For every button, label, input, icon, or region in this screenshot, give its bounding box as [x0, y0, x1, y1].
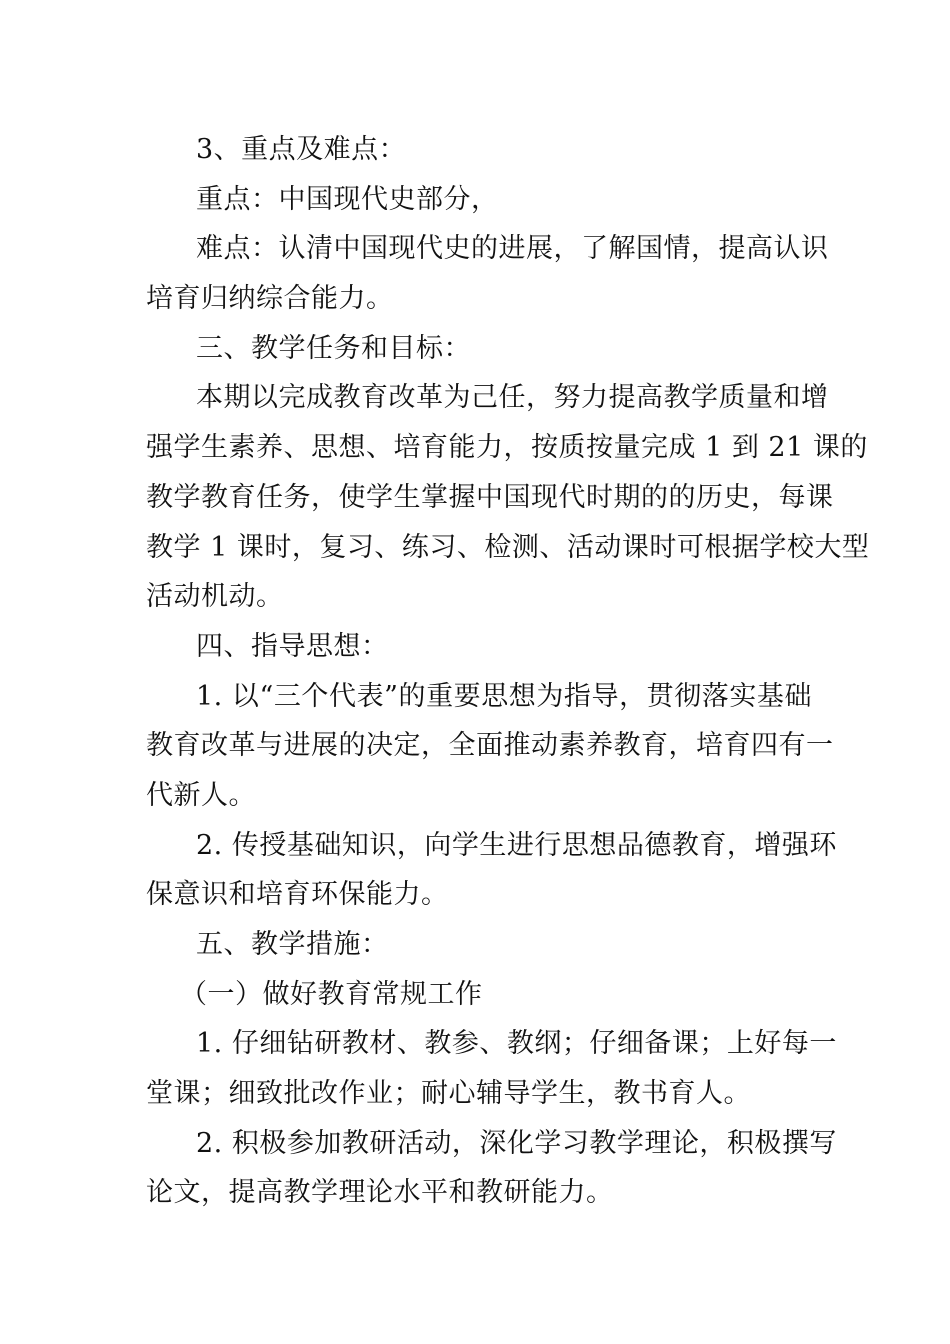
- section-3-heading: 3、重点及难点：: [196, 134, 407, 165]
- goals-paragraph-line-5: 活动机动。: [146, 581, 284, 612]
- measure-item-1-line-1: 1. 仔细钻研教材、教参、教纲；仔细备课；上好每一: [196, 1028, 837, 1059]
- guiding-item-1-line-1: 1. 以“三个代表”的重要思想为指导，贯彻落实基础: [196, 681, 812, 712]
- difficulties-line-continued: 培育归纳综合能力。: [146, 283, 394, 314]
- key-points-line: 重点：中国现代史部分，: [196, 184, 499, 215]
- guiding-item-2-line-2: 保意识和培育环保能力。: [146, 879, 449, 910]
- goals-paragraph-line-3: 教学教育任务，使学生掌握中国现代时期的的历史，每课: [146, 482, 834, 513]
- subsection-one-heading: （一）做好教育常规工作: [180, 979, 483, 1010]
- measure-item-1-line-2: 堂课；细致批改作业；耐心辅导学生，教书育人。: [146, 1078, 751, 1109]
- difficulties-line: 难点：认清中国现代史的进展，了解国情，提高认识: [196, 233, 829, 264]
- guiding-item-2-line-1: 2. 传授基础知识，向学生进行思想品德教育，增强环: [196, 830, 837, 861]
- goals-paragraph-line-1: 本期以完成教育改革为己任，努力提高教学质量和增: [196, 382, 829, 413]
- guiding-item-1-line-2: 教育改革与进展的决定，全面推动素养教育，培育四有一: [146, 730, 834, 761]
- guiding-item-1-line-3: 代新人。: [146, 780, 256, 811]
- measure-item-2-line-2: 论文，提高教学理论水平和教研能力。: [146, 1177, 614, 1208]
- section-three-heading: 三、教学任务和目标：: [196, 333, 471, 364]
- measure-item-2-line-1: 2. 积极参加教研活动，深化学习教学理论，积极撰写: [196, 1128, 837, 1159]
- section-four-heading: 四、指导思想：: [196, 631, 389, 662]
- goals-paragraph-line-4: 教学 1 课时，复习、练习、检测、活动课时可根据学校大型: [146, 532, 870, 563]
- goals-paragraph-line-2: 强学生素养、思想、培育能力，按质按量完成 1 到 21 课的: [146, 432, 868, 463]
- section-five-heading: 五、教学措施：: [196, 929, 389, 960]
